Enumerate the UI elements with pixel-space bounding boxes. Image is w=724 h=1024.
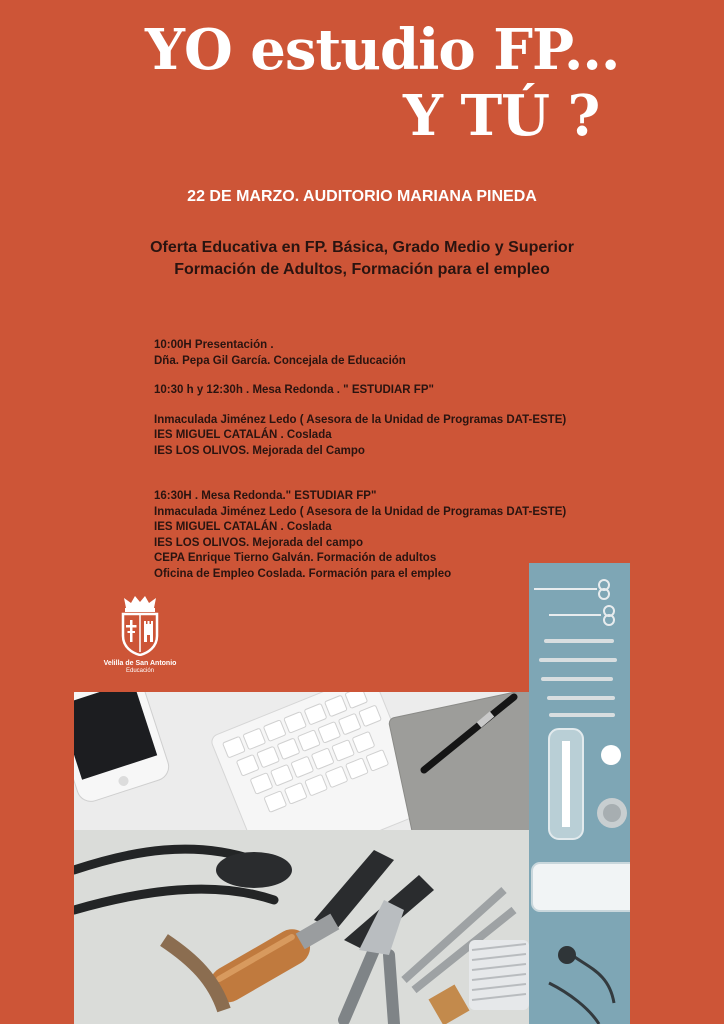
- program-line: CEPA Enrique Tierno Galván. Formación de adultos: [154, 552, 437, 564]
- program-line: Inmaculada Jiménez Ledo ( Asesora de la Unidad de Programas DAT-ESTE): [154, 505, 567, 518]
- program-line: Oficina de Empleo Coslada. Formación para el empleo: [154, 567, 452, 580]
- program-line: IES MIGUEL CATALÁN . Coslada: [154, 429, 332, 441]
- program-schedule: [154, 338, 674, 582]
- offer-line-2: Formación de Adultos, Formación para el empleo: [174, 261, 550, 278]
- coat-of-arms-icon: [118, 594, 162, 656]
- office-desk-photo: [74, 692, 529, 830]
- program-session-title: 16:30H . Mesa Redonda." ESTUDIAR FP": [154, 490, 377, 502]
- program-line: IES LOS OLIVOS. Mejorada del Campo: [154, 444, 365, 457]
- program-line: Dña. Pepa Gil García. Concejala de Educación: [154, 354, 406, 367]
- event-date-place: 22 DE MARZO. AUDITORIO MARIANA PINEDA: [187, 188, 537, 205]
- program-line: IES LOS OLIVOS. Mejorada del campo: [154, 536, 363, 549]
- title-line-1: YO estudio FP...: [145, 17, 620, 83]
- municipality-logo: [100, 594, 180, 674]
- offer-line-1: Oferta Educativa en FP. Básica, Grado Medio y Superior: [150, 239, 574, 256]
- program-line: IES MIGUEL CATALÁN . Coslada: [154, 521, 332, 533]
- title-line-2: Y TÚ ?: [403, 83, 600, 149]
- program-line: 10:00H Presentación .: [154, 339, 274, 351]
- logo-department: Educación: [125, 668, 155, 674]
- hand-tools-photo: [74, 830, 529, 1024]
- medical-tools-photo: [529, 563, 630, 1024]
- program-line: Inmaculada Jiménez Ledo ( Asesora de la Unidad de Programas DAT-ESTE): [154, 413, 567, 426]
- logo-municipality-name: Velilla de San Antonio: [103, 660, 177, 667]
- program-session-title: 10:30 h y 12:30h . Mesa Redonda . " ESTUDIAR FP": [154, 384, 434, 396]
- offer-text: [0, 237, 724, 281]
